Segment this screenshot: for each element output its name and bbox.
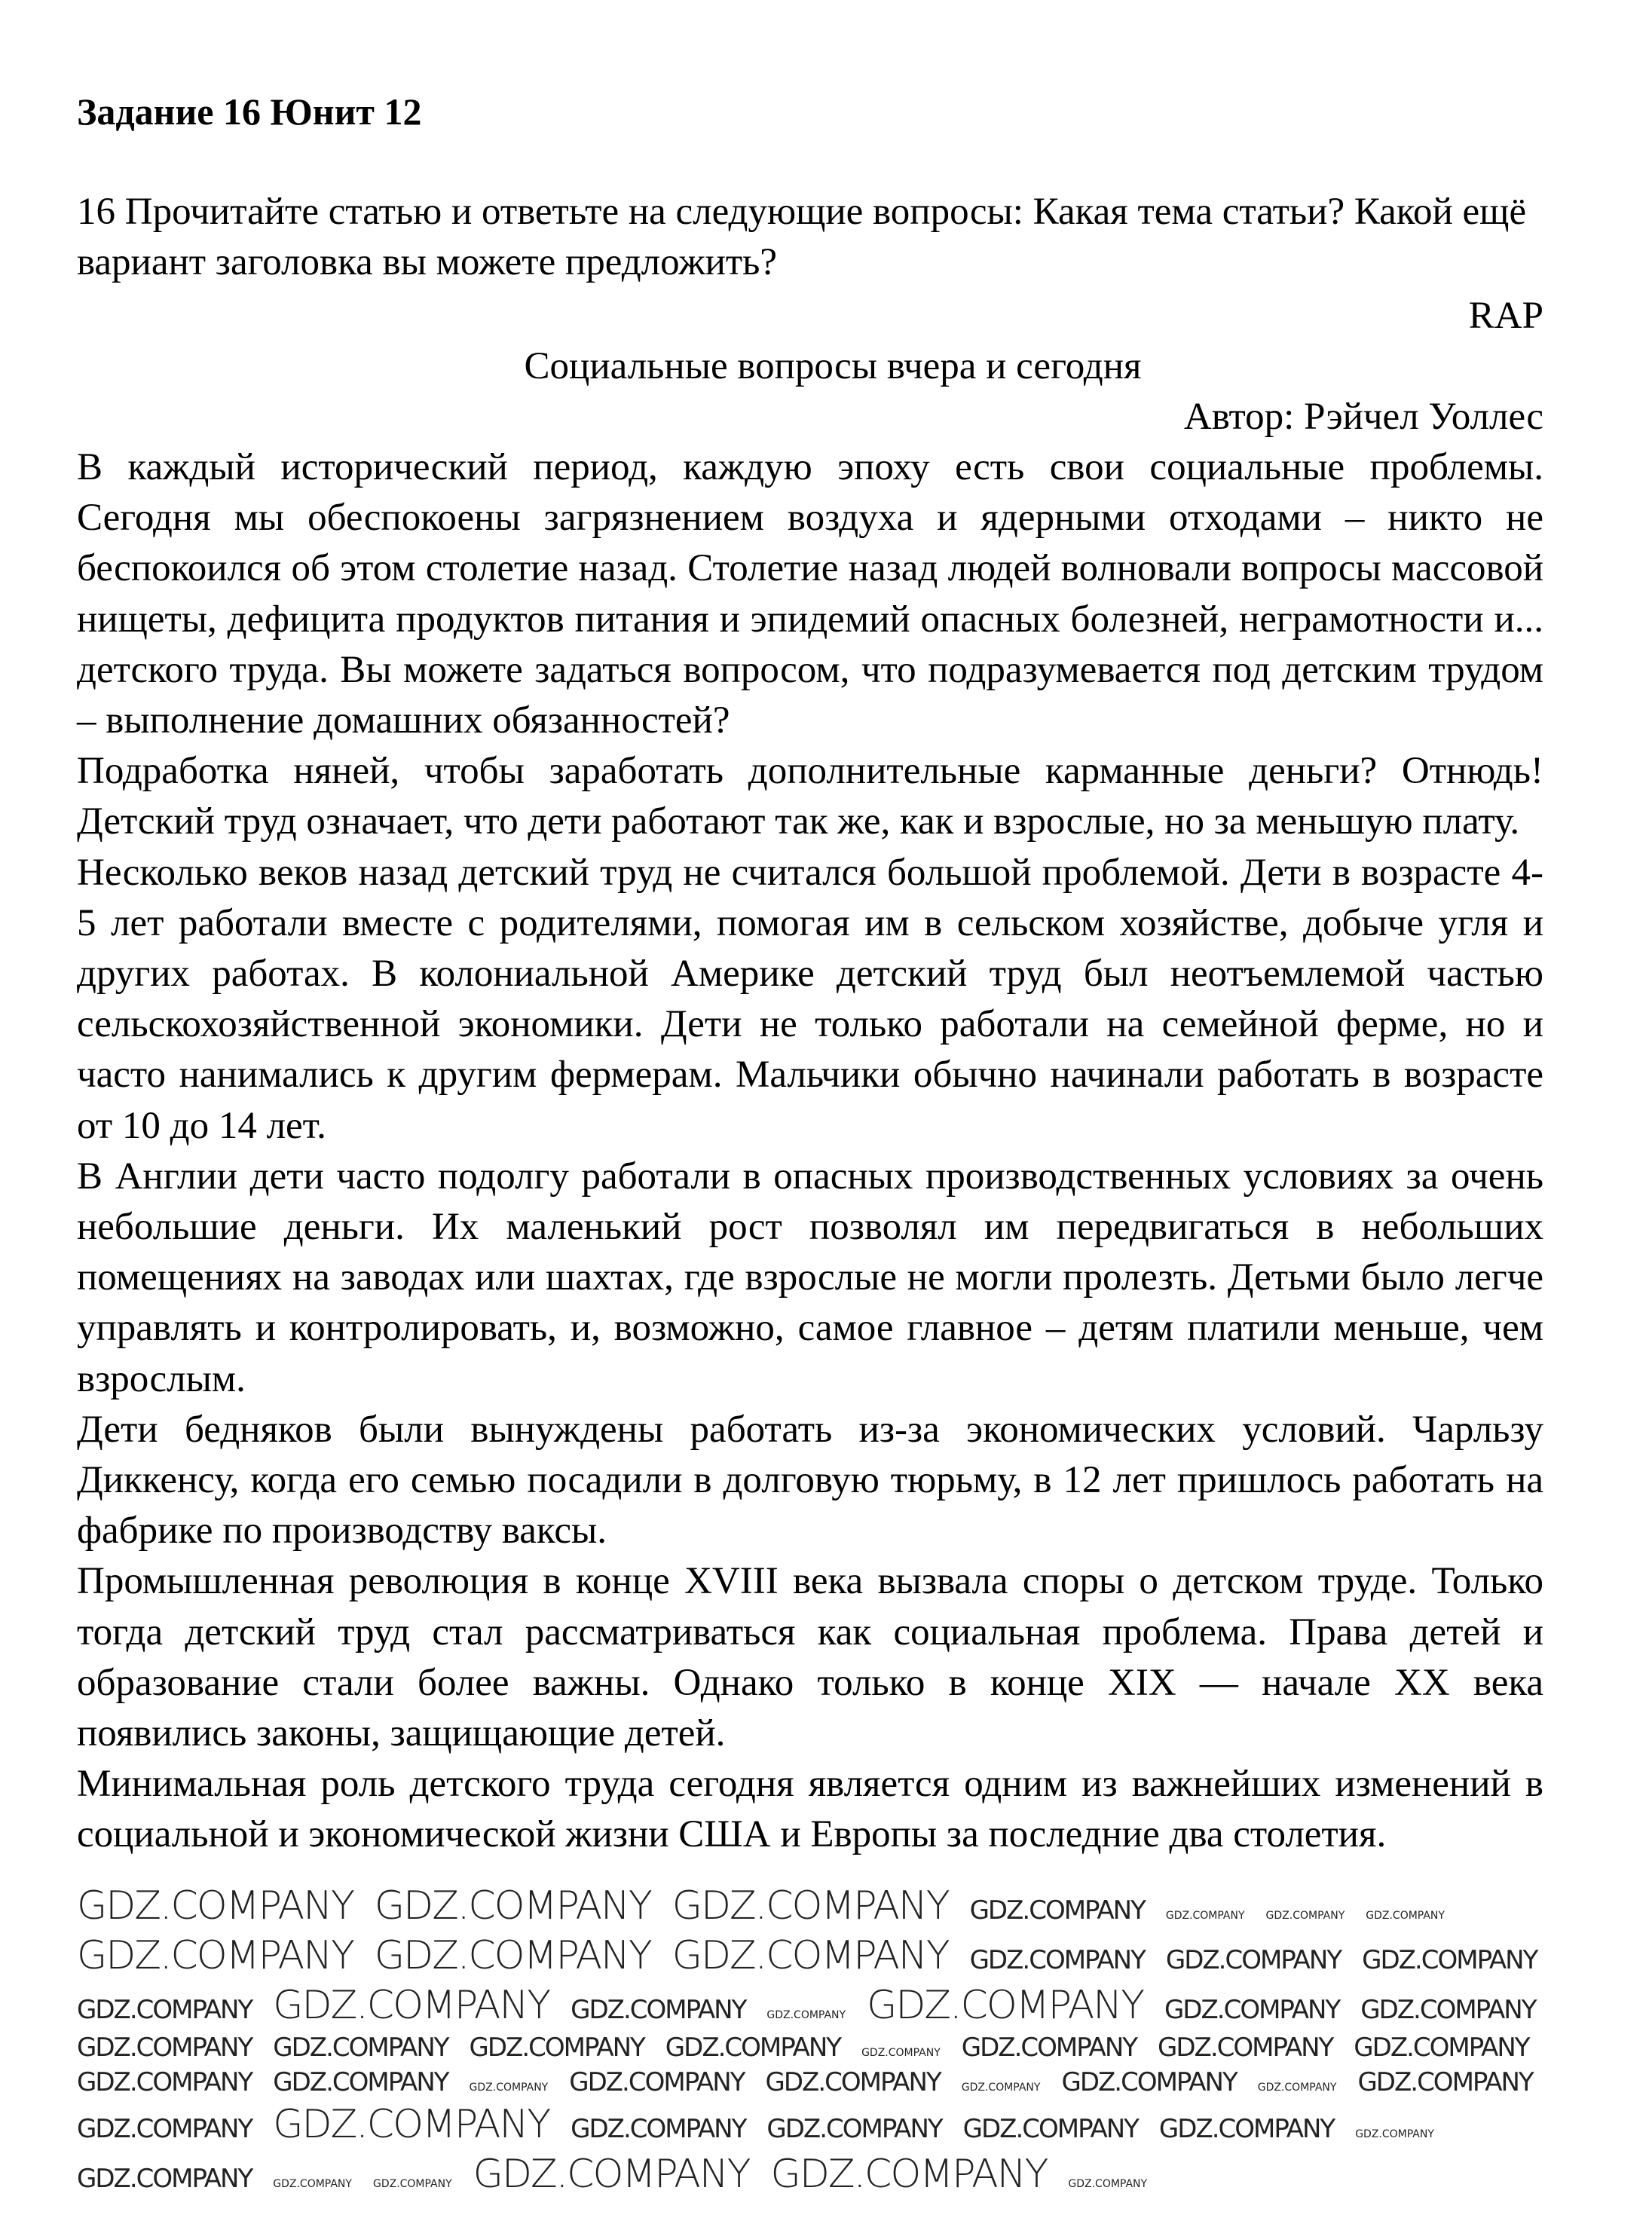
watermark: GDZ.COMPANY [273, 2101, 550, 2147]
watermark: GDZ.COMPANY [1165, 1909, 1245, 1922]
watermark: GDZ.COMPANY [962, 2113, 1138, 2144]
source-label: RAP [1468, 295, 1543, 337]
watermark: GDZ.COMPANY [77, 1994, 252, 2025]
watermark: GDZ.COMPANY [1158, 2032, 1333, 2063]
watermark: GDZ.COMPANY [765, 2066, 941, 2097]
watermark: GDZ.COMPANY [473, 2151, 750, 2197]
watermark: GDZ.COMPANY [1061, 2066, 1237, 2097]
article-author: Автор: Рэйчел Уоллес [1183, 396, 1543, 438]
watermark: GDZ.COMPANY [273, 2066, 448, 2097]
watermark: GDZ.COMPANY [374, 1932, 651, 1978]
watermark: GDZ.COMPANY [77, 2032, 252, 2063]
watermark: GDZ.COMPANY [569, 2066, 745, 2097]
watermark: GDZ.COMPANY [571, 2113, 746, 2144]
watermark: GDZ.COMPANY [77, 2066, 252, 2097]
watermark: GDZ.COMPANY [77, 2163, 252, 2194]
watermark: GDZ.COMPANY [273, 1982, 550, 2028]
paragraph: Дети бедняков были вынуждены работать из-за экономических условий. Чарльзу Диккенсу, когда его семью посадили в долговую тюрьму, в 12 лет пришлось работать на фабрике по производству ваксы. [77, 1408, 1543, 1552]
article-body [77, 442, 1543, 1861]
paragraph: Несколько веков назад детский труд не считался большой проблемой. Дети в возрасте 4-5 лет работали вместе с родителями, помогая им в сельском хозяйстве, добыче угля и других работах. В колониальной Америке детский труд был неотъемлемой частью сельскохозяйственной экономики. Дети не только работали на семейной ферме, но и часто нанимались к другим фермерам. Мальчики обычно начинали работать в возрасте от 10 до 14 лет. [77, 851, 1543, 1147]
paragraph: В каждый исторический период, каждую эпоху есть свои социальные проблемы. Сегодня мы обеспокоены загрязнением воздуха и ядерными отходами – никто не беспокоился об этом столетие назад. Столетие назад людей волновали вопросы массовой нищеты, дефицита продуктов питания и эпидемий опасных болезней, неграмотности и... детского труда. Вы можете задаться вопросом, что подразумевается под детским трудом – выполнение домашних обязанностей? [77, 446, 1543, 742]
watermark: GDZ.COMPANY [867, 1982, 1143, 2028]
watermark: GDZ.COMPANY [77, 1883, 353, 1929]
task-question: 16 Прочитайте статью и ответьте на следующие вопросы: Какая тема статьи? Какой ещё вариант заголовка вы можете предложить? [77, 191, 1527, 283]
watermark: GDZ.COMPANY [1355, 2128, 1434, 2140]
watermark: GDZ.COMPANY [372, 2177, 452, 2190]
paragraph: В Англии дети часто подолгу работали в опасных производственных условиях за очень небольшие деньги. Их маленький рост позволял им передвигаться в небольших помещениях на заводах или шахтах, где взрослые не могли пролезть. Детьми было легче управлять и контролировать, и, возможно, самое главное – детям платили меньше, чем взрослым. [77, 1155, 1543, 1400]
watermark: GDZ.COMPANY [766, 2113, 942, 2144]
watermark: GDZ.COMPANY [1362, 1944, 1537, 1975]
watermark: GDZ.COMPANY [961, 2032, 1137, 2063]
watermark: GDZ.COMPANY [1357, 2066, 1533, 2097]
watermark: GDZ.COMPANY [469, 2081, 549, 2094]
watermark: GDZ.COMPANY [1158, 2113, 1335, 2144]
watermark: GDZ.COMPANY [861, 2046, 941, 2059]
watermark: GDZ.COMPANY [273, 2032, 448, 2063]
watermark: GDZ.COMPANY [374, 1883, 651, 1929]
watermark: GDZ.COMPANY [273, 2177, 352, 2190]
watermark: GDZ.COMPANY [766, 2008, 846, 2021]
watermark: GDZ.COMPANY [672, 1883, 949, 1929]
watermark: GDZ.COMPANY [1164, 1994, 1340, 2025]
watermark: GDZ.COMPANY [665, 2032, 841, 2063]
paragraph: Подработка няней, чтобы заработать дополнительные карманные деньги? Отнюдь! Детский труд означает, что дети работают так же, как и взрослые, но за меньшую плату. [77, 750, 1543, 843]
watermark: GDZ.COMPANY [469, 2032, 644, 2063]
paragraph: Минимальная роль детского труда сегодня является одним из важнейших изменений в социальной и экономической жизни США и Европы за последние два столетия. [77, 1763, 1543, 1856]
watermark: GDZ.COMPANY [961, 2081, 1041, 2094]
watermark: GDZ.COMPANY [1354, 2032, 1529, 2063]
watermark: GDZ.COMPANY [1257, 2081, 1337, 2094]
watermark: GDZ.COMPANY [969, 1895, 1145, 1926]
watermark: GDZ.COMPANY [77, 2113, 252, 2144]
watermark: GDZ.COMPANY [672, 1932, 949, 1978]
watermark: GDZ.COMPANY [1366, 1909, 1445, 1922]
watermark: GDZ.COMPANY [969, 1944, 1145, 1975]
watermark: GDZ.COMPANY [1165, 1944, 1341, 1975]
page-heading: Задание 16 Юнит 12 [77, 90, 422, 133]
watermark: GDZ.COMPANY [770, 2151, 1048, 2197]
watermark-area [77, 1883, 1543, 2197]
watermark: GDZ.COMPANY [571, 1994, 746, 2025]
paragraph: Промышленная революция в конце XVIII века вызвала споры о детском труде. Только тогда детский труд стал рассматриваться как социальная проблема. Права детей и образование стали более важны. Однако только в конце XIX — начале XX века появились законы, защищающие детей. [77, 1560, 1543, 1755]
article-title: Социальные вопросы вчера и сегодня [524, 345, 1142, 387]
watermark: GDZ.COMPANY [1360, 1994, 1536, 2025]
watermark: GDZ.COMPANY [77, 1932, 353, 1978]
watermark: GDZ.COMPANY [1068, 2177, 1148, 2190]
watermark: GDZ.COMPANY [1265, 1909, 1345, 1922]
